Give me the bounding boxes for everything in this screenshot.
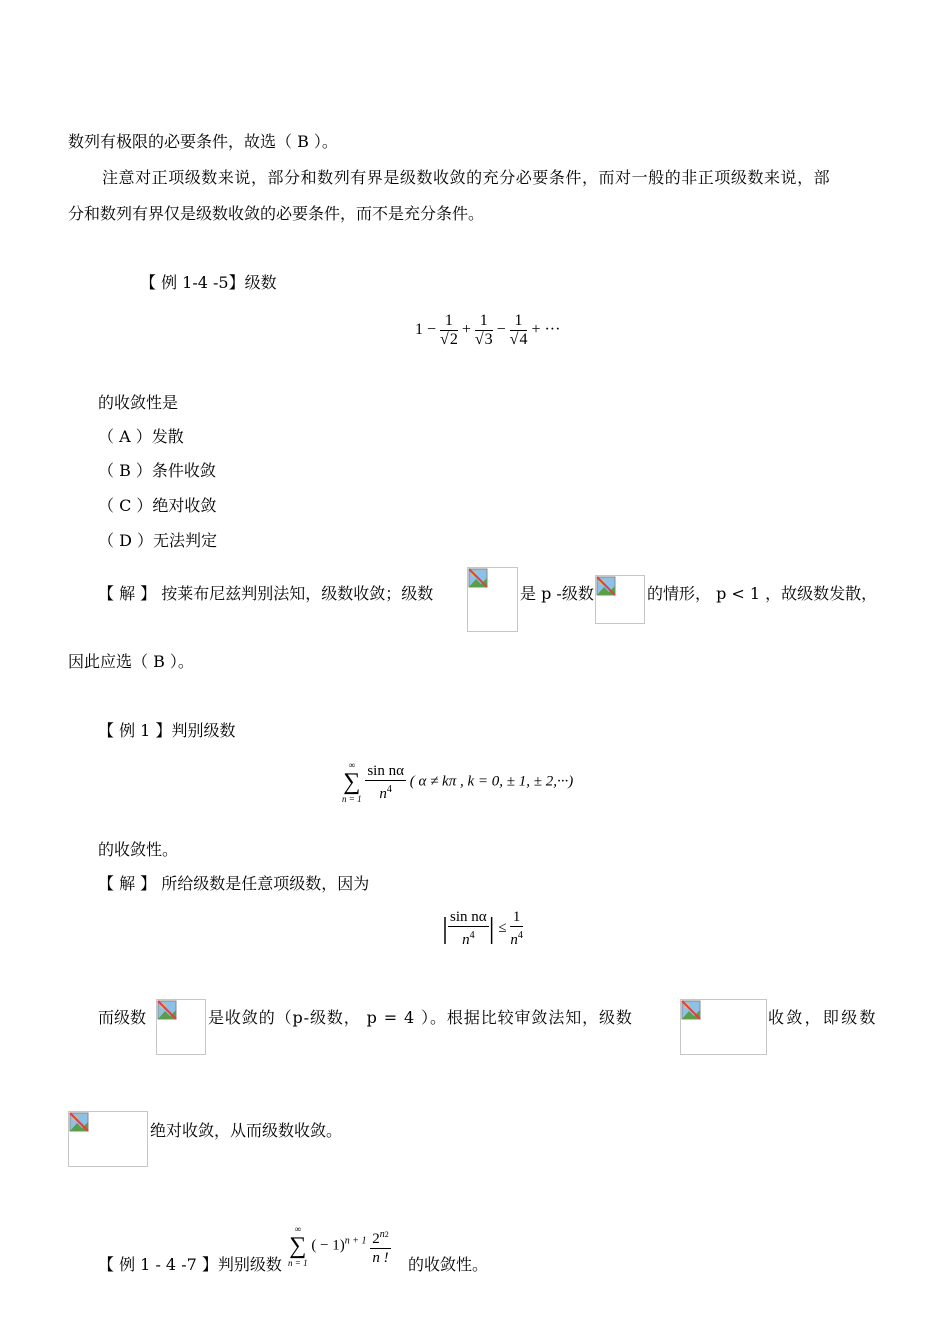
solution-text: 的情形， p < 1 ，故级数发散， — [647, 584, 878, 603]
solution-text: 因此应选（ B ）。 — [68, 652, 194, 671]
broken-image — [467, 567, 518, 632]
text-line: 的收敛性。 — [408, 1255, 489, 1274]
option-a: （ A ）发散 — [98, 427, 184, 446]
question-text: 的收敛性是 — [98, 393, 179, 412]
solution-text: 是 p -级数 — [520, 584, 594, 603]
broken-image — [680, 999, 767, 1055]
option-b: （ B ）条件收敛 — [98, 461, 216, 480]
series-formula: ∞ ∑ n = 1 ( − 1)$^{n + 1}$ $\frac{2^{n2}}{n !}$ — [288, 1224, 389, 1268]
text-line: 而级数 — [98, 1008, 147, 1027]
broken-image-icon — [681, 1000, 701, 1020]
broken-image-icon — [157, 1000, 177, 1020]
option-c: （ C ）绝对收敛 — [98, 496, 217, 515]
solution-text: 【 解 】 按莱布尼兹判别法知，级数收敛；级数 — [98, 584, 434, 603]
series-formula: ∞ ∑ n = 1 $\frac{\text{sin nα}}{n^4}$ ( α ≠ kπ , k = 0, ± 1, ± 2,···) — [342, 760, 574, 804]
broken-image — [156, 999, 206, 1055]
example-title: 【 例 1-4 -5】级数 — [140, 273, 277, 292]
text-line: 收敛，即级数 — [768, 1008, 878, 1027]
broken-image — [595, 575, 645, 624]
broken-image-icon — [69, 1112, 89, 1132]
text-line: 分和数列有界仅是级数收敛的必要条件，而不是充分条件。 — [68, 204, 485, 223]
text-line: 注意对正项级数来说，部分和数列有界是级数收敛的充分必要条件，而对一般的非正项级数来说，部 — [102, 168, 831, 187]
broken-image-icon — [596, 576, 616, 596]
series-formula: 1 − $\frac{1}{√2}$ + $\frac{1}{√3}$ − $\frac{1}{√4}$ + ··· — [415, 312, 561, 348]
text-line: 绝对收敛，从而级数收敛。 — [150, 1121, 343, 1140]
text-line: 数列有极限的必要条件，故选（ B ）。 — [68, 132, 338, 151]
option-d: （ D ）无法判定 — [98, 531, 218, 550]
broken-image — [68, 1111, 148, 1167]
inequality-formula: | $\frac{\text{sin nα}}{n^4}$ | ≤ $\frac{1}{n^4}$ — [442, 909, 523, 948]
broken-image-icon — [468, 568, 488, 588]
text-line: 的收敛性。 — [98, 840, 179, 859]
example-title: 【 例 1 - 4 -7 】判别级数 — [98, 1255, 282, 1274]
text-line: 是收敛的（p-级数， p = 4 ）。根据比较审敛法知，级数 — [208, 1008, 633, 1027]
solution-text: 【 解 】 所给级数是任意项级数，因为 — [98, 874, 370, 893]
example-title: 【 例 1 】判别级数 — [98, 721, 236, 740]
